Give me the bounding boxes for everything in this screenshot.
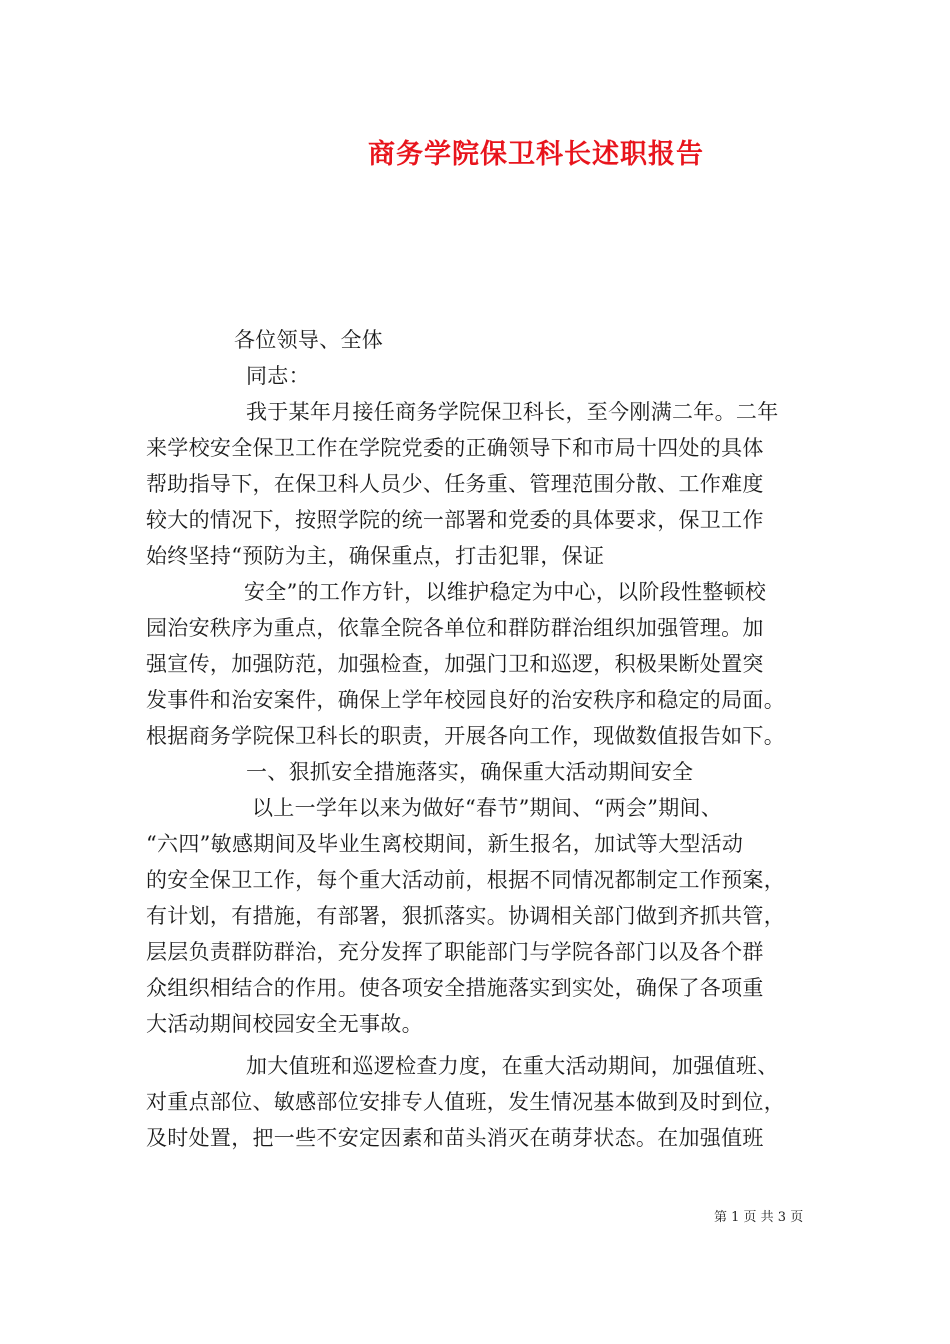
text-line: 对重点部位、敏感部位安排专人值班，发生情况基本做到及时到位， — [146, 1090, 785, 1114]
text-line: 帮助指导下，在保卫科人员少、任务重、管理范围分散、工作难度 — [146, 472, 764, 496]
text-line: 的安全保卫工作，每个重大活动前，根据不同情况都制定工作预案， — [146, 868, 785, 892]
text-line: 以上一学年以来为做好“春节”期间、“两会”期间、 — [252, 796, 723, 820]
document-body-continued — [146, 1048, 826, 1156]
text-line: 根据商务学院保卫科长的职责，开展各向工作，现做数值报告如下。 — [146, 724, 785, 748]
text-line: 同志： — [246, 364, 310, 388]
text-line: 较大的情况下，按照学院的统一部署和党委的具体要求，保卫工作 — [146, 508, 764, 532]
text-line: 安全”的工作方针，以维护稳定为中心，以阶段性整顿校 — [244, 580, 767, 604]
text-line: 我于某年月接任商务学院保卫科长，至今刚满二年。二年 — [246, 400, 779, 424]
document-title: 商务学院保卫科长述职报告 — [368, 139, 704, 170]
text-line: 有计划，有措施，有部署，狠抓落实。协调相关部门做到齐抓共管， — [146, 904, 785, 928]
section-heading: 一、狠抓安全措施落实，确保重大活动期间安全 — [246, 760, 694, 784]
text-line: “六四”敏感期间及毕业生离校期间，新生报名，加试等大型活动 — [146, 832, 744, 856]
text-line: 始终坚持“预防为主，确保重点，打击犯罪，保证 — [146, 544, 605, 568]
text-line: 加大值班和巡逻检查力度，在重大活动期间，加强值班、 — [246, 1054, 779, 1078]
document-body — [146, 322, 826, 1042]
text-line: 众组织相结合的作用。使各项安全措施落实到实处，确保了各项重 — [146, 976, 764, 1000]
page-number: 第 1 页 共 3 页 — [714, 1210, 804, 1225]
text-line: 园治安秩序为重点，依靠全院各单位和群防群治组织加强管理。加 — [146, 616, 764, 640]
text-line: 发事件和治安案件，确保上学年校园良好的治安秩序和稳定的局面。 — [146, 688, 785, 712]
text-line: 层层负责群防群治，充分发挥了职能部门与学院各部门以及各个群 — [146, 940, 764, 964]
text-line: 大活动期间校园安全无事故。 — [146, 1012, 423, 1036]
text-line: 各位领导、全体 — [234, 328, 384, 352]
text-line: 来学校安全保卫工作在学院党委的正确领导下和市局十四处的具体 — [146, 436, 764, 460]
text-line: 及时处置，把一些不安定因素和苗头消灭在萌芽状态。在加强值班 — [146, 1126, 764, 1150]
text-line: 强宣传，加强防范，加强检查，加强门卫和巡逻，积极果断处置突 — [146, 652, 764, 676]
